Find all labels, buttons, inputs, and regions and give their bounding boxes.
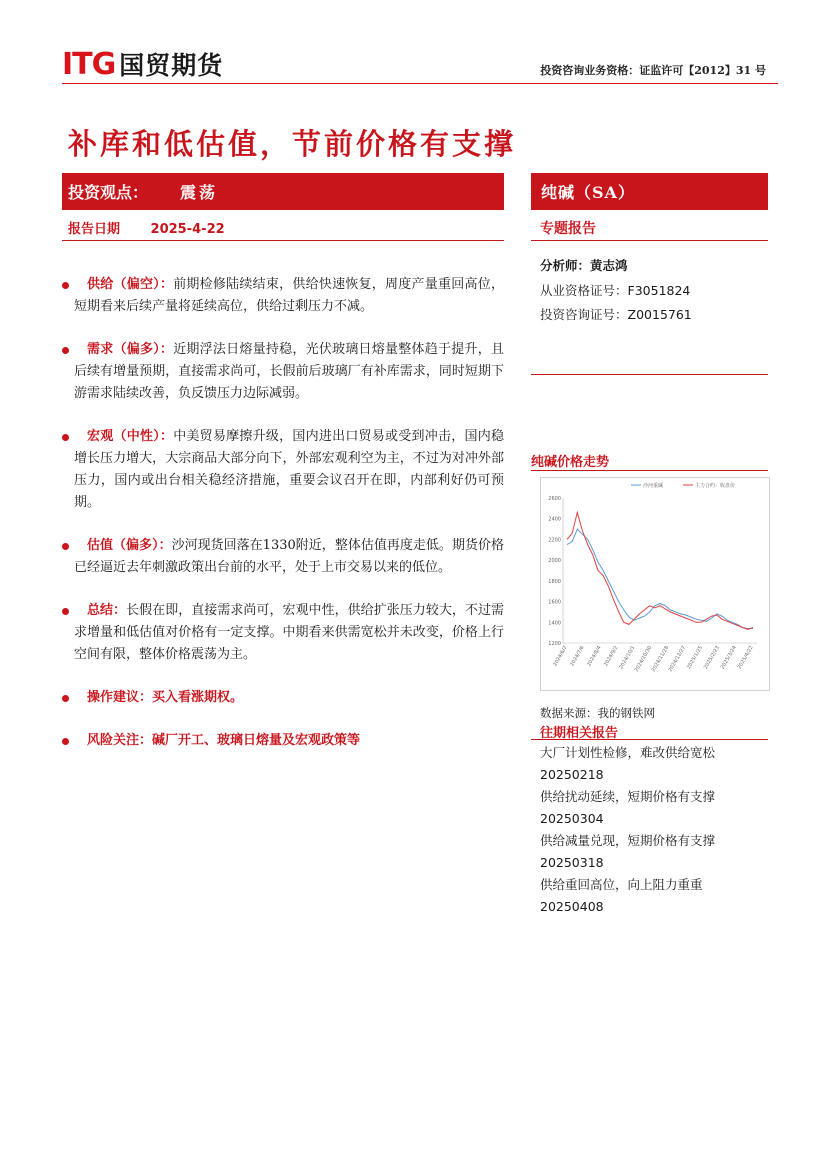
x-tick-label: 2024/10/1 <box>618 645 637 671</box>
bullet-key: 供给（偏空）： <box>87 277 174 292</box>
bullet-key: 宏观（中性）： <box>87 429 174 444</box>
source-value: 我的钢铁网 <box>597 706 655 720</box>
chart-title-divider <box>531 470 768 471</box>
date-divider <box>62 240 504 241</box>
bullet-text: 前期检修陆续结束，供给快速恢复，周度产量重回高位，短期看来后续产量将延续高位，供给过剩压力不减。 <box>74 277 504 314</box>
x-tick-label: 2025/3/24 <box>719 645 738 671</box>
logo-itg-text: ITG <box>62 46 116 82</box>
bullet-dot <box>62 738 69 745</box>
bullet-valuation <box>62 535 504 579</box>
bullet-list <box>62 274 504 773</box>
x-tick-label: 2024/11/28 <box>650 645 671 673</box>
bullet-risk <box>62 730 504 752</box>
y-tick-label: 1800 <box>548 578 561 585</box>
bullet-dot <box>62 543 69 550</box>
y-tick-label: 2000 <box>548 558 561 565</box>
investment-view-bar <box>62 173 504 210</box>
qualification-cert <box>540 281 690 299</box>
bullet-macro <box>62 426 504 514</box>
x-tick-label: 2025/4/22 <box>736 645 755 671</box>
bullet-dot <box>62 434 69 441</box>
legend-label: 沙河重碱 <box>643 483 664 489</box>
license-text: 投资咨询业务资格：证监许可【2012】31 号 <box>540 64 766 77</box>
report-type-divider <box>531 240 768 241</box>
report-date-row <box>68 218 225 237</box>
y-tick-label: 2600 <box>548 496 561 502</box>
bullet-text: 买入看涨期权。 <box>152 690 244 705</box>
x-tick-label: 2024/6/7 <box>552 645 569 668</box>
bullet-text: 近期浮法日熔量持稳，光伏玻璃日熔量整体趋于提升，且后续有增量预期，直接需求尚可，长假前后玻璃厂有补库需求，同时短期下游需求陆续改善，负反馈压力边际减弱。 <box>74 342 504 401</box>
view-value: 震荡 <box>180 183 219 202</box>
product-name: 纯碱（SA） <box>541 183 635 202</box>
bullet-key: 风险关注： <box>87 733 153 748</box>
bullet-key: 估值（偏多）： <box>87 538 172 553</box>
report-title: 补库和低估值，节前价格有支撑 <box>68 127 517 161</box>
x-tick-label: 2024/7/6 <box>569 645 586 668</box>
data-source <box>540 705 655 721</box>
bullet-text: 碱厂开工、玻璃日熔量及宏观政策等 <box>152 733 361 748</box>
chart-title: 纯碱价格走势 <box>531 455 610 470</box>
report-type: 专题报告 <box>540 221 596 237</box>
bullet-dot <box>62 282 69 289</box>
related-reports-title: 往期相关报告 <box>540 726 619 741</box>
related-report-date: 20250304 <box>540 811 604 826</box>
x-tick-label: 2024/10/30 <box>633 645 654 673</box>
y-tick-label: 2400 <box>548 516 561 523</box>
cert-label: 投资咨询证号： <box>540 307 628 322</box>
related-report-title[interactable]: 供给扰动延续，短期价格有支撑 <box>540 789 716 804</box>
header-divider <box>62 83 778 84</box>
legend-label: 主力合约：收盘价 <box>695 483 736 489</box>
bullet-summary <box>62 600 504 666</box>
related-report-date: 20250318 <box>540 855 604 870</box>
x-tick-label: 2025/2/23 <box>702 645 721 671</box>
cert-label: 从业资格证号： <box>540 283 628 298</box>
date-value: 2025-4-22 <box>150 222 225 237</box>
price-chart-svg <box>541 478 769 690</box>
bullet-text: 长假在即，直接需求尚可，宏观中性，供给扩张压力较大，不过需求增量和低估值对价格有一定支撑。中期看来供需宽松并未改变，价格上行空间有限，整体价格震荡为主。 <box>74 603 504 662</box>
bullet-demand <box>62 339 504 405</box>
bullet-text: 中美贸易摩擦升级，国内进出口贸易或受到冲击，国内稳增长压力增大，大宗商品大部分向下，外部宏观利空为主，不过为对冲外部压力，国内或出台相关稳经济措施，重要会议召开在即，内部利好仍可预期。 <box>74 429 504 510</box>
related-report-title[interactable]: 供给减量兑现，短期价格有支撑 <box>540 833 716 848</box>
bullet-dot <box>62 608 69 615</box>
bullet-supply <box>62 274 504 318</box>
price-chart <box>540 477 770 691</box>
analyst-name: 分析师：黄志鸿 <box>540 258 628 273</box>
x-tick-label: 2024/8/4 <box>586 645 603 668</box>
bullet-dot <box>62 695 69 702</box>
side-divider <box>531 374 768 375</box>
source-label: 数据来源： <box>540 706 598 720</box>
y-tick-label: 1200 <box>548 641 561 647</box>
cert-number: Z0015761 <box>627 307 692 322</box>
bullet-text: 沙河现货回落在1330附近，整体估值再度走低。期货价格已经逼近去年刺激政策出台前的水平，处于上市交易以来的低位。 <box>74 538 504 575</box>
x-tick-label: 2024/12/27 <box>667 645 688 673</box>
y-tick-label: 2200 <box>548 537 561 544</box>
date-label: 报告日期 <box>68 222 121 237</box>
x-tick-label: 2024/9/2 <box>603 645 620 668</box>
view-label: 投资观点： <box>68 183 149 202</box>
related-reports-list <box>540 742 768 918</box>
bullet-dot <box>62 347 69 354</box>
logo-company-name: 国贸期货 <box>119 51 224 80</box>
y-tick-label: 1600 <box>548 599 561 606</box>
brand-logo <box>62 46 223 82</box>
related-report-title[interactable]: 供给重回高位，向上阻力重重 <box>540 877 703 892</box>
bullet-advice <box>62 687 504 709</box>
related-report-date: 20250218 <box>540 767 604 782</box>
related-report-title[interactable]: 大厂计划性检修，难改供给宽松 <box>540 745 716 760</box>
bullet-key: 总结： <box>87 603 127 618</box>
product-bar <box>531 173 768 210</box>
related-report-date: 20250408 <box>540 899 604 914</box>
related-divider <box>531 739 768 740</box>
x-tick-label: 2025/1/25 <box>685 645 705 671</box>
consulting-cert <box>540 305 692 323</box>
bullet-key: 需求（偏多）： <box>87 342 174 357</box>
bullet-key: 操作建议： <box>87 690 153 705</box>
cert-number: F3051824 <box>627 283 691 298</box>
series-line <box>567 513 753 630</box>
series-line <box>567 529 753 628</box>
y-tick-label: 1400 <box>548 620 561 627</box>
